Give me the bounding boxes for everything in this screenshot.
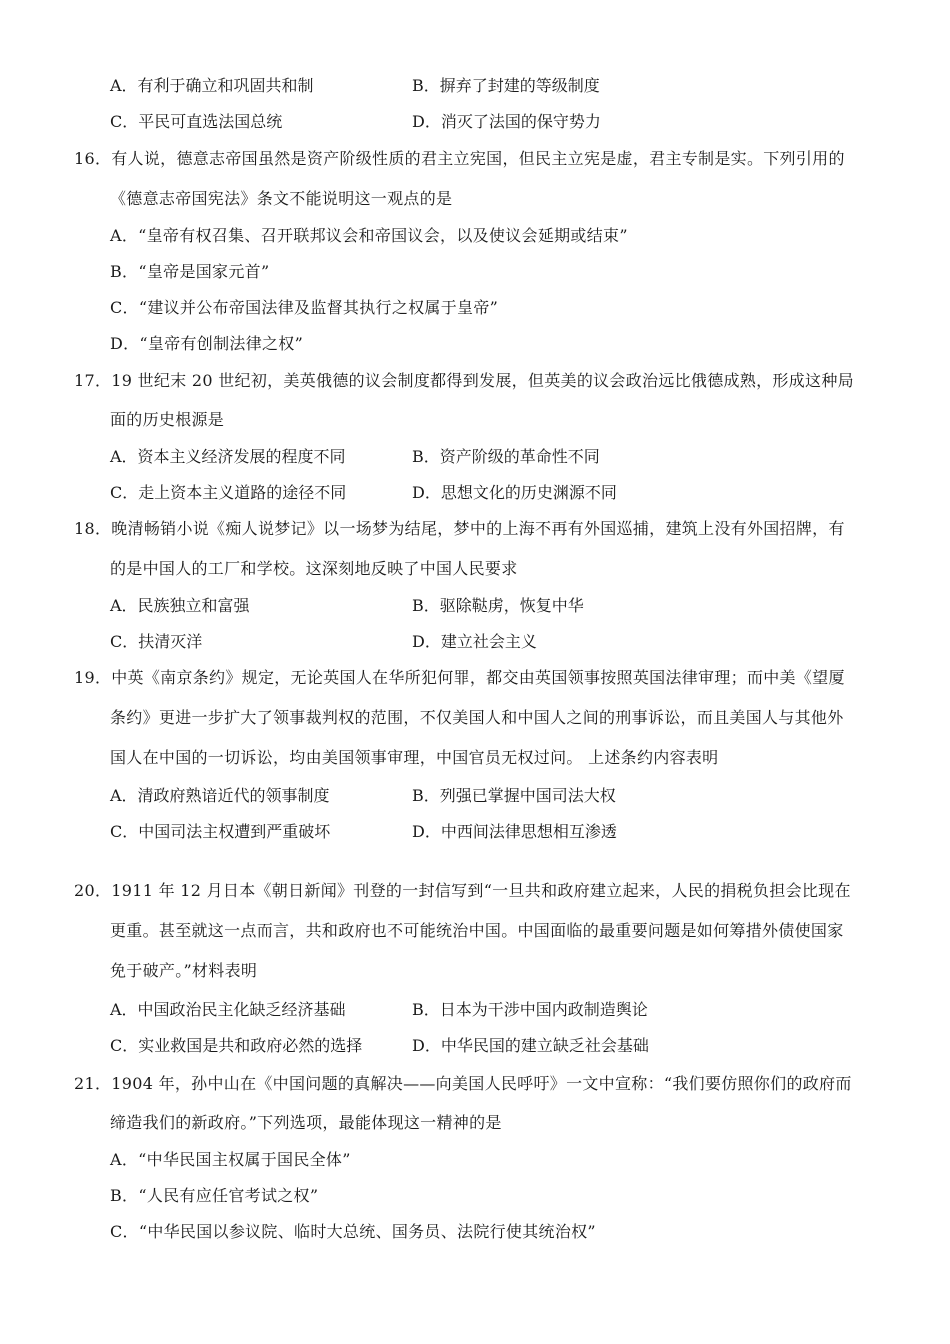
q16-stem-line-2: 《德意志帝国宪法》条文不能说明这一观点的是: [110, 189, 453, 208]
q20-stem-line-2: 更重。甚至就这一点而言，共和政府也不可能统治中国。中国面临的最重要问题是如何筹措外债使国家: [110, 921, 844, 940]
q19-stem-line-3: 国人在中国的一切诉讼，均由美国领事审理，中国官员无权过问。 上述条约内容表明: [110, 748, 719, 767]
q18-stem-line-1: 18．晚清畅销小说《痴人说梦记》以一场梦为结尾，梦中的上海不再有外国巡捕，建筑上没有外国招牌，有: [74, 519, 845, 538]
q17-options-row-2: [0, 483, 950, 503]
q21-option-a[interactable]: A．“中华民国主权属于国民全体”: [110, 1150, 351, 1169]
q20-option-a[interactable]: A．中国政治民主化缺乏经济基础: [110, 1000, 346, 1019]
q18-option-a[interactable]: A．民族独立和富强: [110, 596, 250, 615]
q18-options-row-1: [0, 596, 950, 616]
q21-option-c[interactable]: C．“中华民国以参议院、临时大总统、国务员、法院行使其统治权”: [110, 1222, 596, 1241]
q15-options-row-2: [0, 112, 950, 132]
q17-option-d[interactable]: D．思想文化的历史渊源不同: [412, 483, 617, 502]
q20-option-d[interactable]: D．中华民国的建立缺乏社会基础: [412, 1036, 649, 1055]
q20-option-c[interactable]: C．实业救国是共和政府必然的选择: [110, 1036, 363, 1055]
q19-options-row-1: [0, 786, 950, 806]
q17-options-row-1: [0, 447, 950, 467]
q21-stem-line-1: 21．1904 年，孙中山在《中国问题的真解决——向美国人民呼吁》一文中宣称：“我们要仿照你们的政府而: [74, 1074, 852, 1093]
q20-stem-line-1: 20．1911 年 12 月日本《朝日新闻》刊登的一封信写到“一旦共和政府建立起来，人民的捐税负担会比现在: [74, 881, 851, 900]
q16-option-d[interactable]: D．“皇帝有创制法律之权”: [110, 334, 304, 353]
q20-options-row-2: [0, 1036, 950, 1056]
q18-option-b[interactable]: B．驱除鞑虏，恢复中华: [412, 596, 584, 615]
q17-stem-line-1: 17．19 世纪末 20 世纪初，美英俄德的议会制度都得到发展，但英美的议会政治远比俄德成熟，形成这种局: [74, 371, 854, 390]
q17-option-a[interactable]: A．资本主义经济发展的程度不同: [110, 447, 346, 466]
q15-option-d[interactable]: D．消灭了法国的保守势力: [412, 112, 601, 131]
q15-options-row-1: [0, 76, 950, 96]
q19-stem-line-2: 条约》更进一步扩大了领事裁判权的范围，不仅美国人和中国人之间的刑事诉讼，而且美国人与其他外: [110, 708, 844, 727]
q16-option-b[interactable]: B．“皇帝是国家元首”: [110, 262, 270, 281]
q17-option-c[interactable]: C．走上资本主义道路的途径不同: [110, 483, 347, 502]
q17-option-b[interactable]: B．资产阶级的革命性不同: [412, 447, 600, 466]
q18-option-d[interactable]: D．建立社会主义: [412, 632, 537, 651]
q18-stem-line-2: 的是中国人的工厂和学校。这深刻地反映了中国人民要求: [110, 559, 518, 578]
q20-options-row-1: [0, 1000, 950, 1020]
q19-option-b[interactable]: B．列强已掌握中国司法大权: [412, 786, 616, 805]
q21-option-b[interactable]: B．“人民有应任官考试之权”: [110, 1186, 319, 1205]
q16-stem-line-1: 16．有人说，德意志帝国虽然是资产阶级性质的君主立宪国，但民主立宪是虚，君主专制是实。下列引用的: [74, 149, 845, 168]
q15-option-a[interactable]: A．有利于确立和巩固共和制: [110, 76, 314, 95]
q17-stem-line-2: 面的历史根源是: [110, 410, 225, 429]
q20-stem-line-3: 免于破产。”材料表明: [110, 961, 258, 980]
q19-stem-line-1: 19．中英《南京条约》规定，无论英国人在华所犯何罪，都交由英国领事按照英国法律审理；而中美《望厦: [74, 668, 845, 687]
q20-option-b[interactable]: B．日本为干涉中国内政制造舆论: [412, 1000, 648, 1019]
q21-stem-line-2: 缔造我们的新政府。”下列选项，最能体现这一精神的是: [110, 1113, 502, 1132]
q16-option-a[interactable]: A．“皇帝有权召集、召开联邦议会和帝国议会，以及使议会延期或结束”: [110, 226, 628, 245]
q18-options-row-2: [0, 632, 950, 652]
q19-option-a[interactable]: A．清政府熟谙近代的领事制度: [110, 786, 330, 805]
q19-options-row-2: [0, 822, 950, 842]
q19-option-d[interactable]: D．中西间法律思想相互渗透: [412, 822, 617, 841]
q16-option-c[interactable]: C．“建议并公布帝国法律及监督其执行之权属于皇帝”: [110, 298, 499, 317]
q18-option-c[interactable]: C．扶清灭洋: [110, 632, 203, 651]
q15-option-c[interactable]: C．平民可直选法国总统: [110, 112, 283, 131]
q19-option-c[interactable]: C．中国司法主权遭到严重破坏: [110, 822, 331, 841]
q15-option-b[interactable]: B．摒弃了封建的等级制度: [412, 76, 600, 95]
